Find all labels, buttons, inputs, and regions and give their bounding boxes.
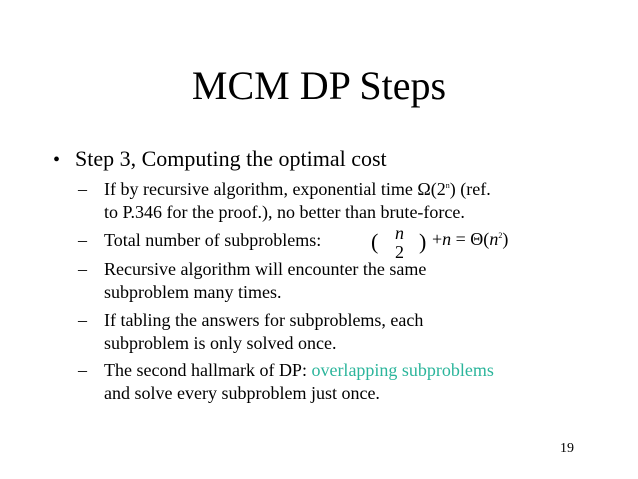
dash-icon: – [78, 179, 87, 199]
sub-bullet-2-text: Total number of subproblems: [104, 230, 322, 250]
right-paren: ) [419, 229, 427, 254]
slide-title: MCM DP Steps [191, 63, 447, 108]
sub-bullet-4-line-1: If tabling the answers for subproblems, each [104, 310, 424, 330]
left-paren: ( [371, 229, 379, 254]
theta-close: ) [502, 229, 509, 249]
sub-bullet-5-text: The second hallmark of DP: [104, 360, 312, 380]
complexity-expression [432, 229, 508, 250]
sub-bullet-4-line-2: subproblem is only solved once. [104, 333, 337, 353]
sub-bullet-1-line-2: to P.346 for the proof.), no better than brute-force. [104, 202, 465, 222]
variable-n: n [442, 229, 452, 249]
variable-n-2: n [489, 229, 499, 249]
sub-bullet-5-line-2: and solve every subproblem just once. [104, 383, 380, 403]
binom-top: n [395, 223, 404, 243]
dash-icon: – [78, 230, 87, 250]
main-bullet [53, 146, 387, 173]
exponent-2: 2 [498, 231, 503, 240]
dash-icon: – [78, 259, 87, 279]
sub-bullet-1-text-b: ) (ref. [449, 179, 491, 199]
bullet-icon: • [53, 149, 61, 171]
exponent-n: n [445, 181, 450, 190]
sub-bullet-3-line-1: Recursive algorithm will encounter the same [104, 259, 427, 279]
sub-bullet-1-line-1 [104, 178, 491, 201]
page-number: 19 [560, 441, 574, 456]
sub-bullet-5-line-1 [104, 359, 494, 382]
main-bullet-text: Step 3, Computing the optimal cost [75, 146, 387, 171]
dash-icon: – [78, 310, 87, 330]
theta-open: = Θ( [451, 229, 490, 249]
binom-bottom: 2 [395, 242, 404, 262]
binomial-coefficient [371, 223, 431, 263]
sub-bullet-1-text-a: If by recursive algorithm, exponential time Ω(2 [104, 179, 446, 199]
dash-icon: – [78, 360, 87, 380]
plus-sign: + [432, 229, 443, 249]
sub-bullet-3-line-2: subproblem many times. [104, 282, 282, 302]
highlighted-term: overlapping subproblems [311, 360, 494, 380]
